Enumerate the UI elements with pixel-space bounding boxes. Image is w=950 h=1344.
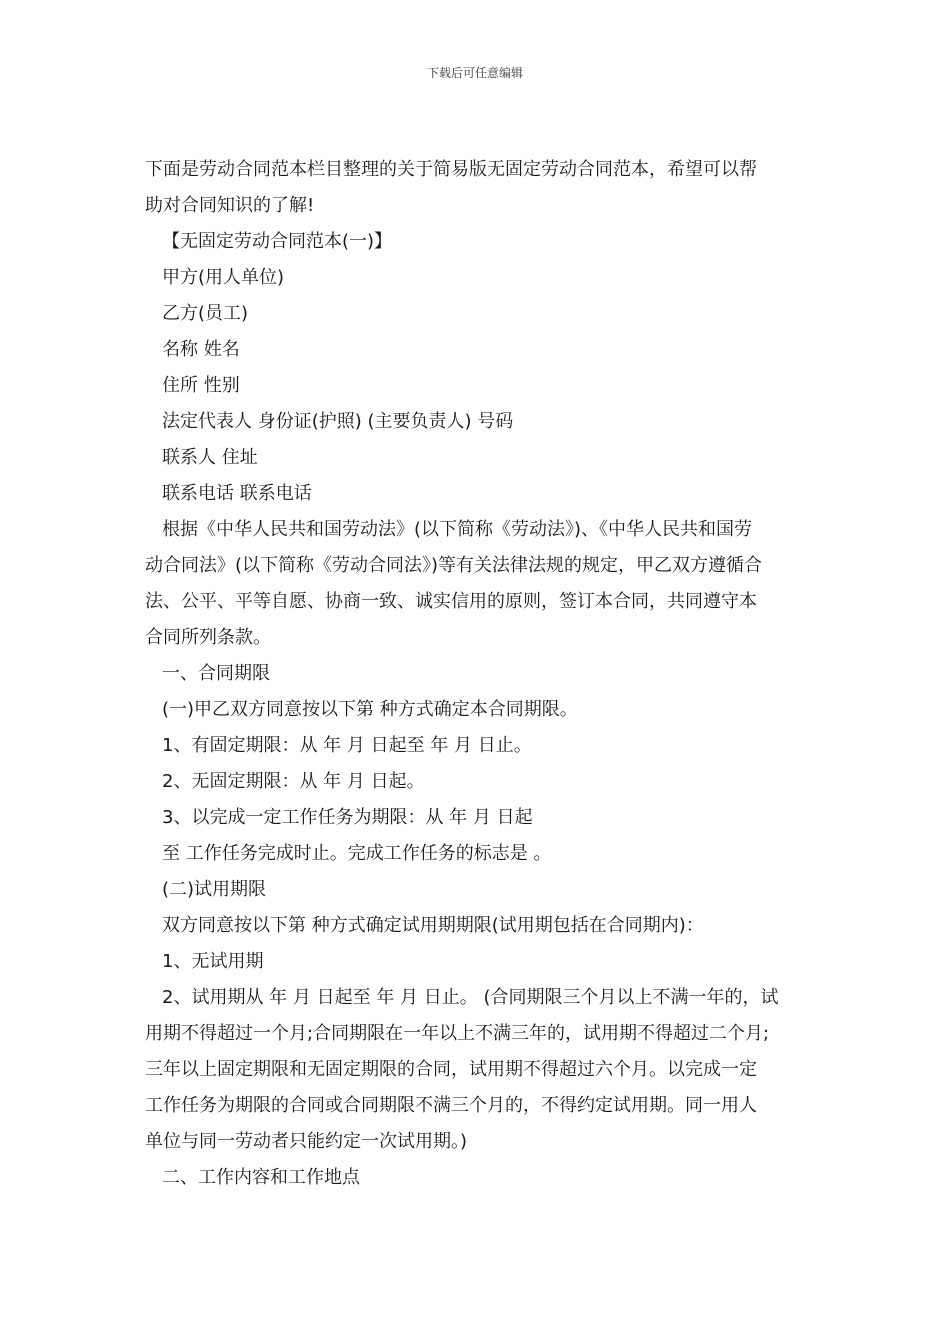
text-line: 住所 性别 <box>162 375 240 396</box>
text-line: 甲方(用人单位) <box>162 267 285 288</box>
text-line: 2、试用期从 年 月 日起至 年 月 日止。 (合同期限三个月以上不满一年的，试 <box>162 987 779 1008</box>
section-heading: 二、工作内容和工作地点 <box>162 1167 360 1188</box>
text-line: 联系电话 联系电话 <box>162 483 312 504</box>
text-line: 1、无试用期 <box>162 951 264 972</box>
section-heading: 一、合同期限 <box>162 663 270 684</box>
subsection-heading: (二)试用期限 <box>162 879 267 900</box>
text-line: 法、公平、平等自愿、协商一致、诚实信用的原则，签订本合同，共同遵守本 <box>145 591 757 612</box>
text-line: 下面是劳动合同范本栏目整理的关于简易版无固定劳动合同范本，希望可以帮 <box>145 159 757 180</box>
text-line: 1、有固定期限：从 年 月 日起至 年 月 日止。 <box>162 735 532 756</box>
text-line: 用期不得超过一个月;合同期限在一年以上不满三年的，试用期不得超过二个月; <box>145 1023 770 1044</box>
text-line: 助对合同知识的了解! <box>145 195 315 216</box>
page-header: 下载后可任意编辑 <box>426 66 523 80</box>
text-line: 合同所列条款。 <box>145 627 271 648</box>
document-body <box>145 152 805 1196</box>
section-title: 【无固定劳动合同范本(一)】 <box>162 231 393 252</box>
text-line: 乙方(员工) <box>162 303 249 324</box>
text-line: 单位与同一劳动者只能约定一次试用期。) <box>145 1131 468 1152</box>
text-line: 工作任务为期限的合同或合同期限不满三个月的，不得约定试用期。同一用人 <box>145 1095 757 1116</box>
text-line: (一)甲乙双方同意按以下第 种方式确定本合同期限。 <box>162 699 578 720</box>
text-line: 至 工作任务完成时止。完成工作任务的标志是 。 <box>162 843 552 864</box>
text-line: 联系人 住址 <box>162 447 258 468</box>
text-line: 3、以完成一定工作任务为期限：从 年 月 日起 <box>162 807 533 828</box>
text-line: 三年以上固定期限和无固定期限的合同，试用期不得超过六个月。以完成一定 <box>145 1059 757 1080</box>
text-line: 双方同意按以下第 种方式确定试用期期限(试用期包括在合同期内)： <box>162 915 704 936</box>
text-line: 2、无固定期限：从 年 月 日起。 <box>162 771 425 792</box>
text-line: 动合同法》(以下简称《劳动合同法》)等有关法律法规的规定，甲乙双方遵循合 <box>145 555 763 576</box>
text-line: 根据《中华人民共和国劳动法》(以下简称《劳动法》)、《中华人民共和国劳 <box>162 519 753 540</box>
text-line: 名称 姓名 <box>162 339 240 360</box>
text-line: 法定代表人 身份证(护照) (主要负责人) 号码 <box>162 411 514 432</box>
